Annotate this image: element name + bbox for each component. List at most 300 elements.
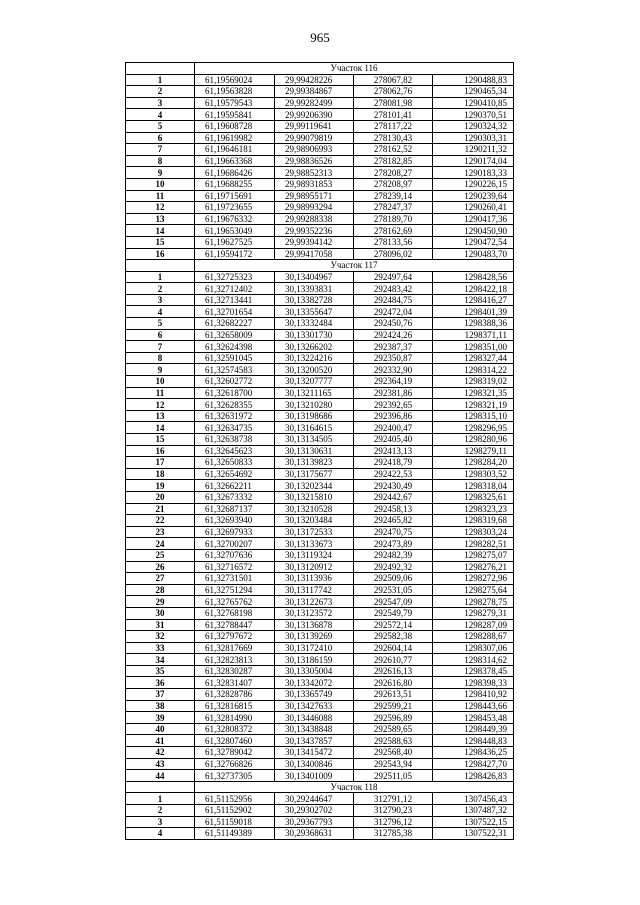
point-number-cell: 3: [126, 816, 195, 828]
latitude-cell: 61,32618700: [195, 387, 275, 399]
latitude-cell: 61,32828786: [195, 689, 275, 701]
point-number-cell: 10: [126, 178, 195, 190]
longitude-cell: 29,99288338: [275, 213, 354, 225]
longitude-cell: 30,13207777: [275, 376, 354, 388]
latitude-cell: 61,32817669: [195, 642, 275, 654]
x-coordinate-cell: 292418,79: [354, 457, 433, 469]
longitude-cell: 30,13332484: [275, 318, 354, 330]
y-coordinate-cell: 1298351,00: [433, 341, 514, 353]
latitude-cell: 61,19646181: [195, 144, 275, 156]
latitude-cell: 61,32602772: [195, 376, 275, 388]
table-row: [126, 97, 514, 109]
table-row: [126, 155, 514, 167]
section-header-row: [126, 260, 514, 272]
table-row: [126, 735, 514, 747]
table-row: [126, 526, 514, 538]
latitude-cell: 61,32697933: [195, 526, 275, 538]
latitude-cell: 61,19663368: [195, 155, 275, 167]
y-coordinate-cell: 1307522,31: [433, 828, 514, 840]
table-row: [126, 712, 514, 724]
y-coordinate-cell: 1298272,96: [433, 573, 514, 585]
longitude-cell: 29,98836526: [275, 155, 354, 167]
y-coordinate-cell: 1290450,90: [433, 225, 514, 237]
point-number-cell: 36: [126, 677, 195, 689]
x-coordinate-cell: 278239,14: [354, 190, 433, 202]
x-coordinate-cell: 292470,75: [354, 526, 433, 538]
point-number-cell: 8: [126, 352, 195, 364]
latitude-cell: 61,19715691: [195, 190, 275, 202]
x-coordinate-cell: 292549,79: [354, 607, 433, 619]
x-coordinate-cell: 292422,53: [354, 468, 433, 480]
latitude-cell: 61,32631972: [195, 410, 275, 422]
latitude-cell: 61,32624398: [195, 341, 275, 353]
x-coordinate-cell: 278208,27: [354, 167, 433, 179]
table-row: [126, 410, 514, 422]
table-row: [126, 132, 514, 144]
point-number-cell: 25: [126, 549, 195, 561]
point-number-cell: 19: [126, 480, 195, 492]
point-number-cell: 12: [126, 399, 195, 411]
longitude-cell: 30,29368631: [275, 828, 354, 840]
longitude-cell: 29,99352236: [275, 225, 354, 237]
table-row: [126, 457, 514, 469]
point-number-cell: 13: [126, 410, 195, 422]
table-row: [126, 700, 514, 712]
x-coordinate-cell: 278208,97: [354, 178, 433, 190]
latitude-cell: 61,19595841: [195, 109, 275, 121]
point-number-cell: 33: [126, 642, 195, 654]
longitude-cell: 29,98931853: [275, 178, 354, 190]
point-number-cell: 3: [126, 97, 195, 109]
point-number-cell: 8: [126, 155, 195, 167]
y-coordinate-cell: 1290260,41: [433, 202, 514, 214]
longitude-cell: 30,13210280: [275, 399, 354, 411]
longitude-cell: 30,13120912: [275, 561, 354, 573]
longitude-cell: 30,13139823: [275, 457, 354, 469]
y-coordinate-cell: 1298449,39: [433, 723, 514, 735]
point-number-cell: 43: [126, 758, 195, 770]
table-row: [126, 341, 514, 353]
longitude-cell: 30,13210528: [275, 503, 354, 515]
longitude-cell: 29,98993294: [275, 202, 354, 214]
latitude-cell: 61,32716572: [195, 561, 275, 573]
x-coordinate-cell: 278067,82: [354, 74, 433, 86]
latitude-cell: 61,19569024: [195, 74, 275, 86]
point-number-cell: 1: [126, 271, 195, 283]
point-number-cell: 11: [126, 387, 195, 399]
longitude-cell: 30,13427633: [275, 700, 354, 712]
latitude-cell: 61,32673332: [195, 491, 275, 503]
longitude-cell: 30,13119324: [275, 549, 354, 561]
table-row: [126, 387, 514, 399]
y-coordinate-cell: 1290488,83: [433, 74, 514, 86]
longitude-cell: 30,13186159: [275, 654, 354, 666]
point-number-cell: 39: [126, 712, 195, 724]
point-number-cell: 16: [126, 445, 195, 457]
point-number-cell: 24: [126, 538, 195, 550]
x-coordinate-cell: 292596,89: [354, 712, 433, 724]
longitude-cell: 30,13301730: [275, 329, 354, 341]
y-coordinate-cell: 1290303,31: [433, 132, 514, 144]
y-coordinate-cell: 1298287,09: [433, 619, 514, 631]
longitude-cell: 29,98906993: [275, 144, 354, 156]
point-number-cell: 34: [126, 654, 195, 666]
section-title: Участок 118: [195, 781, 514, 793]
latitude-cell: 61,32650833: [195, 457, 275, 469]
longitude-cell: 30,13438848: [275, 723, 354, 735]
point-number-cell: 30: [126, 607, 195, 619]
x-coordinate-cell: 292582,38: [354, 631, 433, 643]
y-coordinate-cell: 1290183,33: [433, 167, 514, 179]
point-number-cell: 40: [126, 723, 195, 735]
longitude-cell: 30,13175677: [275, 468, 354, 480]
longitude-cell: 29,98852313: [275, 167, 354, 179]
x-coordinate-cell: 292424,26: [354, 329, 433, 341]
y-coordinate-cell: 1298443,66: [433, 700, 514, 712]
table-row: [126, 248, 514, 260]
x-coordinate-cell: 278117,22: [354, 120, 433, 132]
table-row: [126, 306, 514, 318]
longitude-cell: 30,13202344: [275, 480, 354, 492]
latitude-cell: 61,32789042: [195, 747, 275, 759]
longitude-cell: 30,13113936: [275, 573, 354, 585]
longitude-cell: 30,13224216: [275, 352, 354, 364]
x-coordinate-cell: 292610,77: [354, 654, 433, 666]
table-row: [126, 399, 514, 411]
x-coordinate-cell: 292616,13: [354, 665, 433, 677]
latitude-cell: 61,32687137: [195, 503, 275, 515]
table-row: [126, 178, 514, 190]
y-coordinate-cell: 1298321,35: [433, 387, 514, 399]
x-coordinate-cell: 292387,37: [354, 341, 433, 353]
y-coordinate-cell: 1298388,36: [433, 318, 514, 330]
x-coordinate-cell: 292604,14: [354, 642, 433, 654]
section-header-row: [126, 63, 514, 75]
longitude-cell: 30,13117742: [275, 584, 354, 596]
latitude-cell: 61,32788447: [195, 619, 275, 631]
table-row: [126, 515, 514, 527]
y-coordinate-cell: 1298296,95: [433, 422, 514, 434]
table-row: [126, 236, 514, 248]
table-row: [126, 665, 514, 677]
y-coordinate-cell: 1298422,18: [433, 283, 514, 295]
latitude-cell: 61,32693940: [195, 515, 275, 527]
latitude-cell: 61,32707636: [195, 549, 275, 561]
page-number: 965: [310, 30, 330, 45]
longitude-cell: 30,13215810: [275, 491, 354, 503]
longitude-cell: 30,13164615: [275, 422, 354, 434]
table-row: [126, 828, 514, 840]
y-coordinate-cell: 1298410,92: [433, 689, 514, 701]
point-number-cell: 9: [126, 364, 195, 376]
table-row: [126, 74, 514, 86]
table-row: [126, 758, 514, 770]
y-coordinate-cell: 1298315,10: [433, 410, 514, 422]
x-coordinate-cell: 278162,52: [354, 144, 433, 156]
y-coordinate-cell: 1298318,04: [433, 480, 514, 492]
longitude-cell: 30,13305004: [275, 665, 354, 677]
longitude-cell: 29,99206390: [275, 109, 354, 121]
latitude-cell: 61,32658009: [195, 329, 275, 341]
y-coordinate-cell: 1298327,44: [433, 352, 514, 364]
table-row: [126, 190, 514, 202]
point-number-cell: 10: [126, 376, 195, 388]
x-coordinate-cell: 292492,32: [354, 561, 433, 573]
point-number-cell: 6: [126, 132, 195, 144]
latitude-cell: 61,32768198: [195, 607, 275, 619]
table-row: [126, 573, 514, 585]
longitude-cell: 29,99417058: [275, 248, 354, 260]
y-coordinate-cell: 1290465,34: [433, 86, 514, 98]
latitude-cell: 61,32712402: [195, 283, 275, 295]
point-number-cell: 44: [126, 770, 195, 782]
x-coordinate-cell: 292405,40: [354, 434, 433, 446]
longitude-cell: 30,13198686: [275, 410, 354, 422]
y-coordinate-cell: 1298275,07: [433, 549, 514, 561]
y-coordinate-cell: 1298288,67: [433, 631, 514, 643]
table-row: [126, 584, 514, 596]
x-coordinate-cell: 292531,05: [354, 584, 433, 596]
point-number-cell: 21: [126, 503, 195, 515]
table-row: [126, 816, 514, 828]
longitude-cell: 30,13134505: [275, 434, 354, 446]
x-coordinate-cell: 278133,56: [354, 236, 433, 248]
longitude-cell: 29,99384867: [275, 86, 354, 98]
table-row: [126, 631, 514, 643]
point-number-cell: 1: [126, 74, 195, 86]
y-coordinate-cell: 1290417,36: [433, 213, 514, 225]
latitude-cell: 61,19627525: [195, 236, 275, 248]
point-number-cell: 14: [126, 225, 195, 237]
section-header-empty-cell: [126, 781, 195, 793]
x-coordinate-cell: 292588,63: [354, 735, 433, 747]
longitude-cell: 30,13355647: [275, 306, 354, 318]
table-row: [126, 549, 514, 561]
point-number-cell: 4: [126, 306, 195, 318]
point-number-cell: 32: [126, 631, 195, 643]
y-coordinate-cell: 1298284,20: [433, 457, 514, 469]
point-number-cell: 35: [126, 665, 195, 677]
latitude-cell: 61,32725323: [195, 271, 275, 283]
longitude-cell: 30,13437857: [275, 735, 354, 747]
point-number-cell: 15: [126, 236, 195, 248]
x-coordinate-cell: 278101,41: [354, 109, 433, 121]
y-coordinate-cell: 1298278,75: [433, 596, 514, 608]
latitude-cell: 61,51159018: [195, 816, 275, 828]
latitude-cell: 61,32751294: [195, 584, 275, 596]
latitude-cell: 61,32830287: [195, 665, 275, 677]
point-number-cell: 22: [126, 515, 195, 527]
latitude-cell: 61,32713441: [195, 294, 275, 306]
point-number-cell: 29: [126, 596, 195, 608]
table-row: [126, 144, 514, 156]
latitude-cell: 61,19594172: [195, 248, 275, 260]
longitude-cell: 30,29367793: [275, 816, 354, 828]
table-row: [126, 770, 514, 782]
y-coordinate-cell: 1298401,39: [433, 306, 514, 318]
x-coordinate-cell: 312796,12: [354, 816, 433, 828]
y-coordinate-cell: 1298427,70: [433, 758, 514, 770]
table-row: [126, 271, 514, 283]
table-row: [126, 538, 514, 550]
x-coordinate-cell: 292364,19: [354, 376, 433, 388]
table-row: [126, 491, 514, 503]
y-coordinate-cell: 1290174,04: [433, 155, 514, 167]
latitude-cell: 61,32701654: [195, 306, 275, 318]
table-row: [126, 120, 514, 132]
x-coordinate-cell: 292599,21: [354, 700, 433, 712]
coordinates-table: [125, 62, 514, 840]
latitude-cell: 61,32628355: [195, 399, 275, 411]
longitude-cell: 30,13342072: [275, 677, 354, 689]
y-coordinate-cell: 1290239,64: [433, 190, 514, 202]
point-number-cell: 1: [126, 793, 195, 805]
longitude-cell: 30,13130631: [275, 445, 354, 457]
section-header-empty-cell: [126, 63, 195, 75]
table-row: [126, 805, 514, 817]
latitude-cell: 61,32591045: [195, 352, 275, 364]
table-row: [126, 445, 514, 457]
point-number-cell: 11: [126, 190, 195, 202]
x-coordinate-cell: 292458,13: [354, 503, 433, 515]
longitude-cell: 30,13401009: [275, 770, 354, 782]
latitude-cell: 61,19579543: [195, 97, 275, 109]
y-coordinate-cell: 1298307,06: [433, 642, 514, 654]
longitude-cell: 30,13122673: [275, 596, 354, 608]
y-coordinate-cell: 1298428,56: [433, 271, 514, 283]
latitude-cell: 61,32808372: [195, 723, 275, 735]
x-coordinate-cell: 292509,06: [354, 573, 433, 585]
longitude-cell: 30,13382728: [275, 294, 354, 306]
x-coordinate-cell: 292511,05: [354, 770, 433, 782]
x-coordinate-cell: 292589,65: [354, 723, 433, 735]
table-row: [126, 294, 514, 306]
x-coordinate-cell: 292465,82: [354, 515, 433, 527]
x-coordinate-cell: 292473,89: [354, 538, 433, 550]
y-coordinate-cell: 1290410,85: [433, 97, 514, 109]
longitude-cell: 30,29302702: [275, 805, 354, 817]
latitude-cell: 61,32823813: [195, 654, 275, 666]
y-coordinate-cell: 1298279,11: [433, 445, 514, 457]
point-number-cell: 5: [126, 318, 195, 330]
table-row: [126, 793, 514, 805]
table-row: [126, 329, 514, 341]
x-coordinate-cell: 292400,47: [354, 422, 433, 434]
y-coordinate-cell: 1298453,48: [433, 712, 514, 724]
point-number-cell: 5: [126, 120, 195, 132]
latitude-cell: 61,32700207: [195, 538, 275, 550]
latitude-cell: 61,19688255: [195, 178, 275, 190]
latitude-cell: 61,19653049: [195, 225, 275, 237]
table-row: [126, 376, 514, 388]
latitude-cell: 61,32814990: [195, 712, 275, 724]
point-number-cell: 13: [126, 213, 195, 225]
point-number-cell: 3: [126, 294, 195, 306]
table-row: [126, 109, 514, 121]
x-coordinate-cell: 278096,02: [354, 248, 433, 260]
table-row: [126, 86, 514, 98]
latitude-cell: 61,19686426: [195, 167, 275, 179]
x-coordinate-cell: 292430,49: [354, 480, 433, 492]
y-coordinate-cell: 1290211,32: [433, 144, 514, 156]
y-coordinate-cell: 1298416,27: [433, 294, 514, 306]
x-coordinate-cell: 278189,70: [354, 213, 433, 225]
longitude-cell: 30,13211165: [275, 387, 354, 399]
x-coordinate-cell: 278182,85: [354, 155, 433, 167]
latitude-cell: 61,32737305: [195, 770, 275, 782]
point-number-cell: 4: [126, 109, 195, 121]
point-number-cell: 31: [126, 619, 195, 631]
point-number-cell: 12: [126, 202, 195, 214]
table-row: [126, 167, 514, 179]
x-coordinate-cell: 292413,13: [354, 445, 433, 457]
point-number-cell: 17: [126, 457, 195, 469]
table-row: [126, 434, 514, 446]
point-number-cell: 26: [126, 561, 195, 573]
y-coordinate-cell: 1298314,62: [433, 654, 514, 666]
longitude-cell: 29,99428226: [275, 74, 354, 86]
y-coordinate-cell: 1307456,43: [433, 793, 514, 805]
y-coordinate-cell: 1290226,15: [433, 178, 514, 190]
point-number-cell: 2: [126, 805, 195, 817]
point-number-cell: 2: [126, 86, 195, 98]
latitude-cell: 61,32766826: [195, 758, 275, 770]
coordinates-table-body: [126, 63, 514, 840]
latitude-cell: 61,32831407: [195, 677, 275, 689]
y-coordinate-cell: 1298398,33: [433, 677, 514, 689]
point-number-cell: 7: [126, 144, 195, 156]
latitude-cell: 61,32765762: [195, 596, 275, 608]
table-row: [126, 561, 514, 573]
table-row: [126, 619, 514, 631]
longitude-cell: 30,13393831: [275, 283, 354, 295]
section-title: Участок 116: [195, 63, 514, 75]
longitude-cell: 29,99079819: [275, 132, 354, 144]
point-number-cell: 4: [126, 828, 195, 840]
table-row: [126, 596, 514, 608]
x-coordinate-cell: 278062,76: [354, 86, 433, 98]
y-coordinate-cell: 1298279,31: [433, 607, 514, 619]
longitude-cell: 30,13203484: [275, 515, 354, 527]
latitude-cell: 61,51152956: [195, 793, 275, 805]
table-row: [126, 503, 514, 515]
longitude-cell: 30,13172533: [275, 526, 354, 538]
y-coordinate-cell: 1298321,19: [433, 399, 514, 411]
point-number-cell: 9: [126, 167, 195, 179]
table-row: [126, 677, 514, 689]
y-coordinate-cell: 1290472,54: [433, 236, 514, 248]
table-row: [126, 364, 514, 376]
y-coordinate-cell: 1298378,45: [433, 665, 514, 677]
y-coordinate-cell: 1298323,23: [433, 503, 514, 515]
table-row: [126, 480, 514, 492]
x-coordinate-cell: 292450,76: [354, 318, 433, 330]
latitude-cell: 61,32645623: [195, 445, 275, 457]
x-coordinate-cell: 278081,98: [354, 97, 433, 109]
longitude-cell: 29,99119641: [275, 120, 354, 132]
x-coordinate-cell: 278130,43: [354, 132, 433, 144]
point-number-cell: 14: [126, 422, 195, 434]
x-coordinate-cell: 292472,04: [354, 306, 433, 318]
x-coordinate-cell: 292442,67: [354, 491, 433, 503]
longitude-cell: 29,99282499: [275, 97, 354, 109]
x-coordinate-cell: 292350,87: [354, 352, 433, 364]
longitude-cell: 30,13415472: [275, 747, 354, 759]
table-row: [126, 202, 514, 214]
x-coordinate-cell: 292482,39: [354, 549, 433, 561]
longitude-cell: 30,13172410: [275, 642, 354, 654]
longitude-cell: 30,13266202: [275, 341, 354, 353]
